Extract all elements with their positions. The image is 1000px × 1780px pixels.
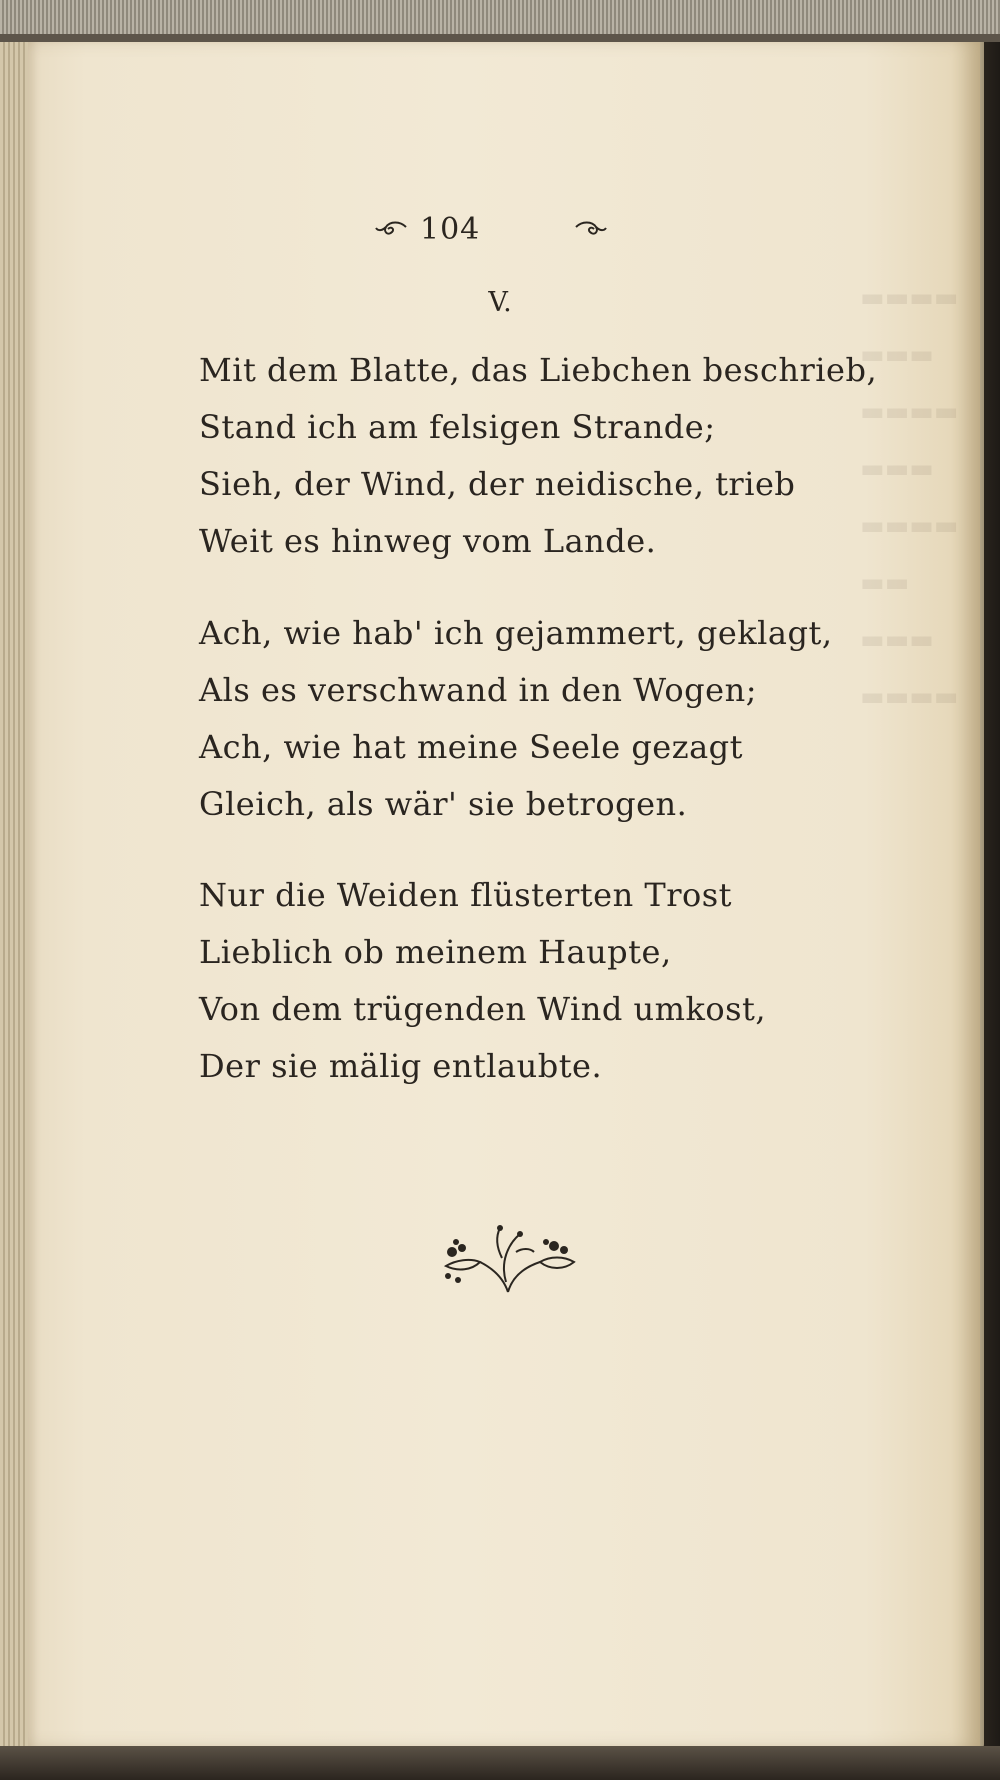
left-flourish-icon bbox=[374, 219, 410, 239]
verse-line: Gleich, als wär' sie betrogen. bbox=[199, 785, 688, 823]
floral-vignette-icon bbox=[436, 1222, 580, 1294]
stanza-3 bbox=[199, 867, 766, 1095]
verse-line: Weit es hinweg vom Lande. bbox=[199, 522, 657, 560]
right-flourish-icon bbox=[572, 219, 608, 239]
binding-bottom bbox=[0, 1746, 1000, 1780]
verse-line: Sieh, der Wind, der neidische, trieb bbox=[199, 465, 796, 503]
verse-line: Nur die Weiden flüsterten Trost bbox=[199, 876, 733, 914]
page-number: 104 bbox=[420, 212, 481, 247]
verse-line: Stand ich am felsigen Strande; bbox=[199, 408, 716, 446]
binding-cloth-top bbox=[0, 0, 1000, 42]
section-numeral: V. bbox=[488, 287, 512, 318]
show-through-text: ▬▬▬▬ ▬▬▬ ▬▬▬▬ ▬▬▬ ▬▬▬▬ ▬▬ ▬▬▬ ▬▬▬▬ bbox=[860, 283, 959, 712]
stanza-2 bbox=[199, 605, 832, 833]
verse-line: Als es verschwand in den Wogen; bbox=[199, 671, 757, 709]
verse-line: Lieblich ob meinem Haupte, bbox=[199, 933, 672, 971]
verse-line: Ach, wie hab' ich gejammert, geklagt, bbox=[199, 614, 833, 652]
verse-line: Ach, wie hat meine Seele gezagt bbox=[199, 728, 744, 766]
verse-line: Von dem trügenden Wind umkost, bbox=[199, 990, 767, 1028]
stanza-1 bbox=[199, 342, 877, 570]
verse-line: Der sie mälig entlaubte. bbox=[199, 1047, 603, 1085]
verse-line: Mit dem Blatte, das Liebchen beschrieb, bbox=[199, 351, 878, 389]
